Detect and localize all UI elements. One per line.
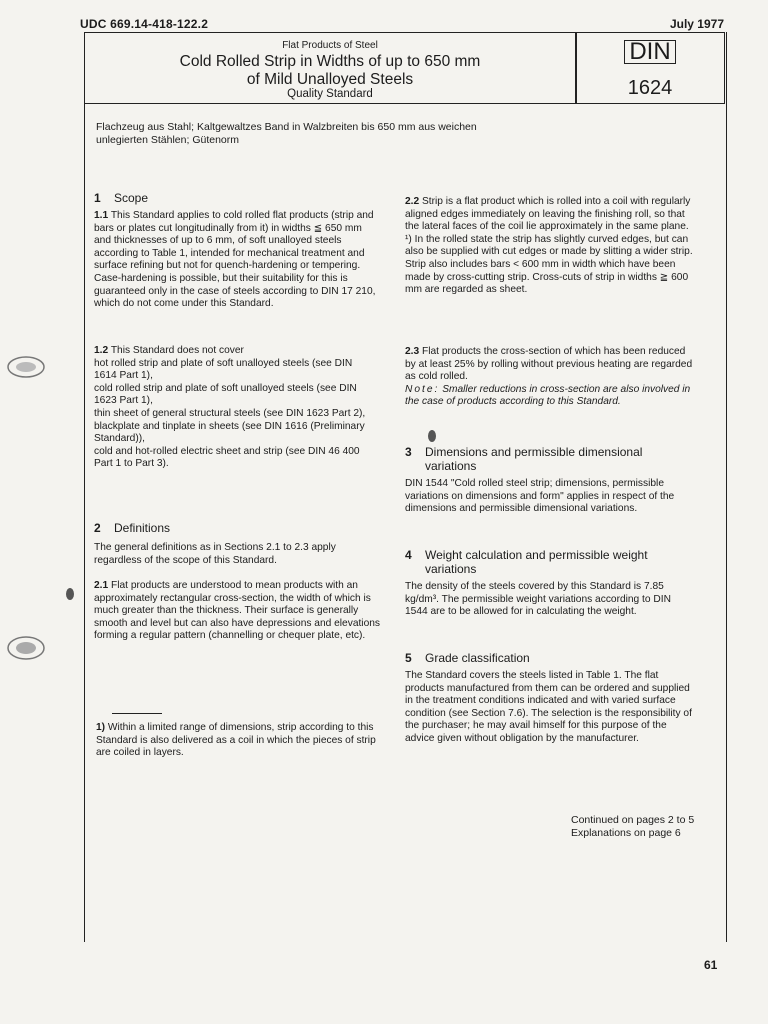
section-number: 4 (405, 548, 412, 562)
para-1-1 (94, 210, 376, 311)
para-text-continued: Strip also includes bars < 600 mm in width which have been made by cross-cutting strip. Cross-cuts of strip in widths ≧ 600 mm are regarded as sheet. (405, 258, 689, 296)
german-title: Flachzeug aus Stahl; Kaltgewaltzes Band in Walzbreiten bis 650 mm aus weichen unlegierten Stählen; Gütenorm (96, 121, 477, 146)
section-title: Grade classification (425, 651, 530, 665)
din-logo (577, 39, 723, 65)
note-text: Smaller reductions in cross-section are also involved in the case of products according to this Standard. (405, 383, 691, 408)
section-title: Weight calculation and permissible weight variations (425, 548, 648, 576)
section-title: Scope (114, 191, 149, 205)
section-number: 5 (405, 651, 412, 665)
list-item: blackplate and tinplate in sheets (see DIN 1616 (Preliminary Standard)), (94, 420, 365, 445)
footnote-rule (112, 713, 162, 714)
subtitle: Quality Standard (287, 88, 373, 100)
explanations-page: Explanations on page 6 (571, 827, 681, 839)
continued-pages: Continued on pages 2 to 5 (571, 814, 695, 826)
section-title: Definitions (114, 521, 171, 535)
section-4-heading (405, 548, 695, 576)
main-title-line2: of Mild Unalloyed Steels (246, 71, 414, 88)
section-title: Dimensions and permissible dimensional variations (425, 445, 643, 473)
para-text: This Standard applies to cold rolled flat products (strip and bars or plates cut longitudinally from it) in widths ≦ 650 mm and thicknesses of up to 6 mm, of soft unalloyed steels according to Table 1, intended for mechanical treatment and surface refining but not for quench-hardening or tempering. Case-hardening is possible, but their suitability for this is guaranteed only in the case of steels according to DIN 17 210, which do not come under this Standard. (94, 210, 376, 310)
section-3-heading (405, 445, 695, 473)
scan-mark (428, 430, 436, 442)
section-4-text: The density of the steels covered by this Standard is 7.85 kg/dm³. The permissible weight variations according to DIN 1544 are to be allowed for in calculating the weight. (405, 581, 671, 618)
footnote-text: Within a limited range of dimensions, strip according to this Standard is also delivered as a coil in which the pieces of strip are coiled in layers. (96, 722, 376, 759)
section-number: 1 (94, 191, 101, 205)
section-5-heading (405, 651, 530, 665)
scan-mark (66, 588, 74, 600)
page-number: 61 (704, 958, 718, 972)
footnote (96, 722, 386, 760)
section-number: 3 (405, 445, 412, 459)
continuation-note (571, 814, 694, 840)
list-item: hot rolled strip and plate of soft unalloyed steels (see DIN 1614 Part 1), (94, 357, 353, 382)
small-title: Flat Products of Steel (282, 40, 378, 51)
para-text: Flat products the cross-section of which has been reduced by at least 25% by rolling without previous heating are regarded as cold rolled. (405, 346, 693, 383)
section-2-heading (94, 521, 170, 535)
para-number: 2.2 (405, 196, 420, 207)
para-text: Flat products are understood to mean products with an approximately rectangular cross-section, the width of which is much greater than the thickness. Their surface is generally smooth and level but can also have depressions and elevations forming a regular pattern (channelling or chequer plate, etc). (94, 580, 381, 642)
hole-punch-mark (4, 628, 50, 664)
section-number: 2 (94, 521, 101, 535)
para-2-3 (405, 346, 693, 409)
list-item: cold rolled strip and plate of soft unalloyed steels (see DIN 1623 Part 1), (94, 382, 357, 407)
note-label: Note: (405, 383, 440, 395)
section-5-text: The Standard covers the steels listed in Table 1. The flat products manufactured from them can be ordered and supplied in the treatment conditions indicated and with varied surface condition (see Section 7.6). The selection is the responsibility of the purchaser; he may avail himself for this purpose of the advice given without obligation by the manufacturer. (405, 670, 692, 744)
list-item: thin sheet of general structural steels (see DIN 1623 Part 2), (94, 407, 366, 419)
hole-punch-mark (4, 352, 50, 382)
din-label: DIN (624, 40, 675, 64)
udc-code: UDC 669.14-418-122.2 (80, 17, 209, 31)
para-2-2 (405, 196, 693, 297)
para-number: 1.2 (94, 345, 109, 356)
para-number: 2.1 (94, 580, 109, 591)
list-item: cold and hot-rolled electric sheet and strip (see DIN 46 400 Part 1 to Part 3). (94, 445, 360, 470)
para-1-2 (94, 345, 376, 471)
title-box (84, 32, 725, 104)
para-number: 1.1 (94, 210, 109, 221)
section-3-text: DIN 1544 "Cold rolled steel strip; dimensions, permissible variations on dimensions and form" applies in respect of the dimensions and permissible dimensional variations. (405, 478, 675, 515)
section-2-intro: The general definitions as in Sections 2.1 to 2.3 apply regardless of the scope of this Standard. (94, 542, 336, 566)
footnote-number: 1) (96, 722, 106, 733)
note (405, 384, 693, 409)
para-2-1 (94, 580, 386, 643)
para-text: Strip is a flat product which is rolled into a coil with regularly aligned edges immediately on leaving the finishing roll, so that the lateral faces of the coil lie approximately in the same plane. ¹) In the rolled state the strip has slightly curved edges, but can also be supplied with cut edges or made by slitting a wider strip. (405, 196, 693, 258)
din-number: 1624 (627, 77, 673, 99)
section-1-heading (94, 191, 148, 205)
para-text: This Standard does not cover (110, 345, 244, 356)
para-number: 2.3 (405, 346, 420, 357)
issue-date: July 1977 (669, 17, 724, 31)
main-title-line1: Cold Rolled Strip in Widths of up to 650 mm (179, 53, 481, 70)
